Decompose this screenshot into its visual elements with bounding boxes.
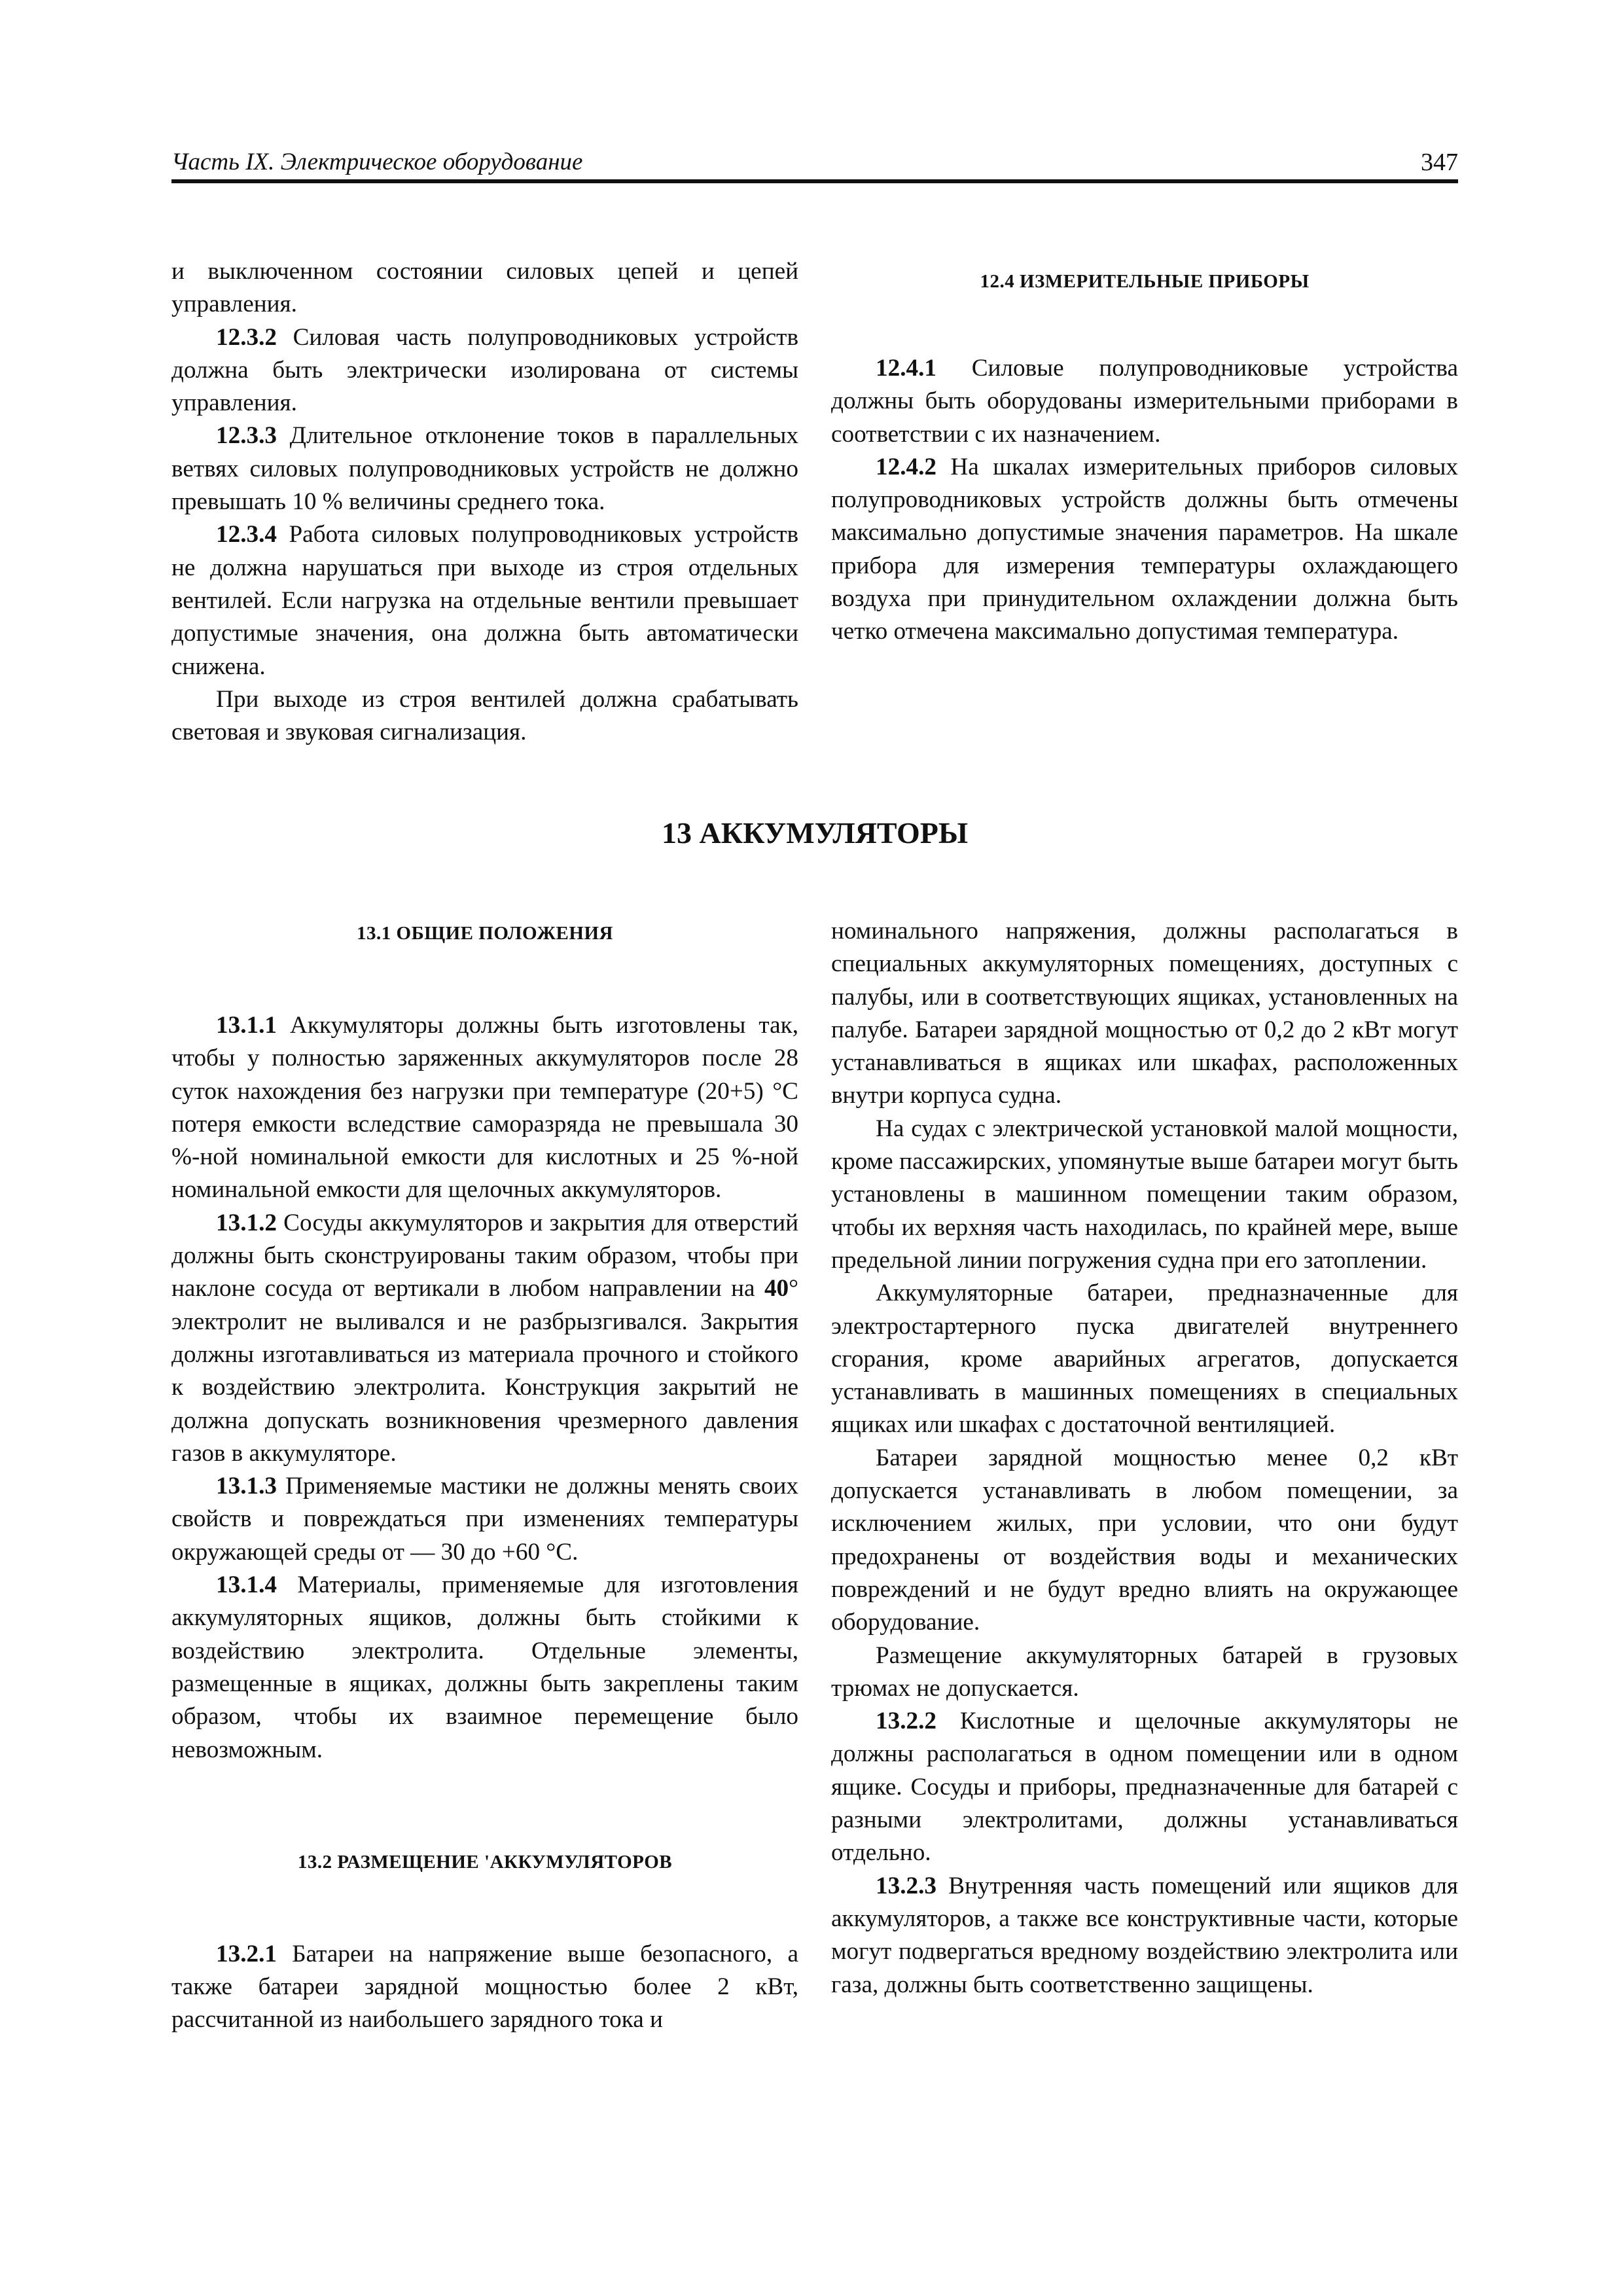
clause-text: Материалы, применяемые для изготовления аккумуляторных ящиков, должны быть стойкими к воздействию электролита. Отдельные элементы, размещенные в ящиках, должны быть закреплены таким образом, чтобы их взаимное перемещение было невозможным. bbox=[171, 1571, 798, 1763]
paragraph bbox=[831, 1277, 1458, 1441]
paragraph-text: Батареи зарядной мощностью менее 0,2 кВт допускается устанавливать в любом помещении, за исключением жилых, при условии, что они будут предохранены от воздействия воды и механических повреждений и не будут вредно влиять на окружающее оборудование. bbox=[831, 1444, 1458, 1636]
clause-text: Применяемые мастики не должны менять своих свойств и повреждаться при изменениях температуры окружающей среды от — 30 до +60 °С. bbox=[171, 1473, 798, 1566]
clause-number: 12.4.1 bbox=[876, 355, 936, 382]
clause-number: 12.3.4 bbox=[216, 521, 277, 548]
clause-number: 13.1.4 bbox=[216, 1571, 277, 1599]
clause-number: 13.1.1 bbox=[216, 1012, 277, 1039]
clause-number: 12.3.3 bbox=[216, 422, 277, 450]
clause-text: Аккумуляторы должны быть изготовлены так, чтобы у полностью заряженных аккумуляторов после 28 суток нахождения без нагрузки при температуре (20+5) °С потеря емкости вследствие саморазряда не превышала 30 %-ной номинальной емкости для кислотных и 25 %-ной номинальной емкости для щелочных аккумуляторов. bbox=[171, 1012, 798, 1204]
chapter-title: 13 АККУМУЛЯТОРЫ bbox=[662, 816, 968, 850]
clause-text: Кислотные и щелочные аккумуляторы не должны располагаться в одном помещении или в одном ящике. Сосуды и приборы, предназначенные для батарей с разными электролитами, должны устанавливаться отдельно. bbox=[831, 1708, 1458, 1867]
paragraph bbox=[831, 1640, 1458, 1706]
paragraph-text: Аккумуляторные батареи, предназначенные для электростартерного пуска двигателей внутреннего сгорания, кроме аварийных агрегатов, допускается устанавливать в машинных помещениях в специальных ящиках или шкафах с достаточной вентиляцией. bbox=[831, 1280, 1458, 1439]
paragraph-text: При выходе из строя вентилей должна срабатывать световая и звуковая сигнализация. bbox=[171, 685, 798, 746]
paragraph-text: Размещение аккумуляторных батарей в грузовых трюмах не допускается. bbox=[831, 1641, 1458, 1702]
clause-13-2-3 bbox=[831, 1870, 1458, 2001]
clause-number: 13.1.2 bbox=[216, 1209, 277, 1236]
page-number: 347 bbox=[1421, 149, 1458, 176]
running-title: Часть IX. Электрическое оборудование bbox=[171, 149, 583, 175]
paragraph bbox=[831, 1442, 1458, 1640]
clause-13-1-2 bbox=[171, 1207, 798, 1470]
clause-13-2-2 bbox=[831, 1705, 1458, 1869]
top-left-column bbox=[171, 255, 798, 749]
clause-number: 13.1.3 bbox=[216, 1473, 277, 1500]
clause-12-3-3 bbox=[171, 420, 798, 518]
clause-number: 13.2.1 bbox=[216, 1940, 277, 1967]
clause-text: Батареи на напряжение выше безопасного, а также батареи зарядной мощностью более 2 кВт, рассчитанной из наибольшего зарядного тока и bbox=[171, 1940, 798, 2034]
clause-12-3-2 bbox=[171, 321, 798, 420]
section-heading-13-1: 13.1 ОБЩИЕ ПОЛОЖЕНИЯ bbox=[357, 923, 613, 944]
paragraph-text: номинального напряжения, должны располагаться в специальных аккумуляторных помещениях, доступных с палубы, или в соответствующих ящиках, установленных на палубе. Батареи зарядной мощностью от 0,2 до 2 кВт могут устанавливаться в ящиках или шкафах, расположенных внутри корпуса судна. bbox=[831, 918, 1458, 1109]
clause-text: Силовая часть полупроводниковых устройств должна быть электрически изолирована от системы управления. bbox=[171, 323, 798, 417]
paragraph-text: и выключенном состоянии силовых цепей и цепей управления. bbox=[171, 258, 798, 318]
paragraph bbox=[171, 683, 798, 749]
clause-text: Работа силовых полупроводниковых устройств не должна нарушаться при выходе из строя отдельных вентилей. Если нагрузка на отдельные вентили превышает допустимые значения, она должна быть автоматически снижена. bbox=[171, 521, 798, 680]
bottom-right-column bbox=[831, 915, 1458, 2001]
clause-13-1-4 bbox=[171, 1569, 798, 1767]
top-right-column bbox=[831, 255, 1458, 649]
clause-text: Сосуды аккумуляторов и закрытия для отверстий должны быть сконструированы таким образом, чтобы при наклоне сосуда от вертикали в любом направлении на bbox=[171, 1209, 798, 1302]
paragraph-continuation bbox=[171, 255, 798, 321]
clause-text: Длительное отклонение токов в параллельных ветвях силовых полупроводниковых устройств не должно превышать 10 % величины среднего тока. bbox=[171, 422, 798, 516]
running-header bbox=[171, 143, 1458, 183]
clause-13-1-3 bbox=[171, 1470, 798, 1569]
clause-text: Силовые полупроводниковые устройства должны быть оборудованы измерительными приборами в соответствии с их назначением. bbox=[831, 355, 1458, 448]
clause-text: На шкалах измерительных приборов силовых полупроводниковых устройств должны быть отмечены максимально допустимые значения параметров. На шкале прибора для измерения температуры охлаждающего воздуха при принудительном охлаждении должна быть четко отмечена максимально допустимая температура. bbox=[831, 453, 1458, 645]
clause-number: 13.2.2 bbox=[876, 1708, 936, 1735]
clause-number: 12.4.2 bbox=[876, 453, 936, 480]
clause-bold-value: 40 bbox=[764, 1275, 789, 1302]
section-heading-13-2: 13.2 РАЗМЕЩЕНИЕ 'АККУМУЛЯТОРОВ bbox=[297, 1851, 673, 1873]
clause-12-4-2 bbox=[831, 451, 1458, 649]
bottom-left-column bbox=[171, 915, 798, 2037]
section-heading-12-4: 12.4 ИЗМЕРИТЕЛЬНЫЕ ПРИБОРЫ bbox=[980, 271, 1310, 292]
clause-number: 13.2.3 bbox=[876, 1872, 936, 1899]
clause-12-4-1 bbox=[831, 352, 1458, 451]
clause-text: ° электролит не выливался и не разбрызгивался. Закрытия должны изготавливаться из материала прочного и стойкого к воздействию электролита. Конструкция закрытий не должна допускать возникновения чрезмерного давления газов в аккумуляторе. bbox=[171, 1275, 798, 1467]
clause-text: Внутренняя часть помещений или ящиков для аккумуляторов, а также все конструктивные части, которые могут подвергаться вредному воздействию электролита или газа, должны быть соответственно защищены. bbox=[831, 1872, 1458, 1998]
paragraph-continuation bbox=[831, 915, 1458, 1113]
paragraph bbox=[831, 1113, 1458, 1277]
clause-13-2-1 bbox=[171, 1938, 798, 2037]
clause-12-3-4 bbox=[171, 518, 798, 683]
clause-13-1-1 bbox=[171, 1009, 798, 1207]
paragraph-text: На судах с электрической установкой малой мощности, кроме пассажирских, упомянутые выше батареи могут быть установлены в машинном помещении таким образом, чтобы их верхняя часть находилась, по крайней мере, выше предельной линии погружения судна при его затоплении. bbox=[831, 1115, 1458, 1274]
clause-number: 12.3.2 bbox=[216, 323, 277, 351]
